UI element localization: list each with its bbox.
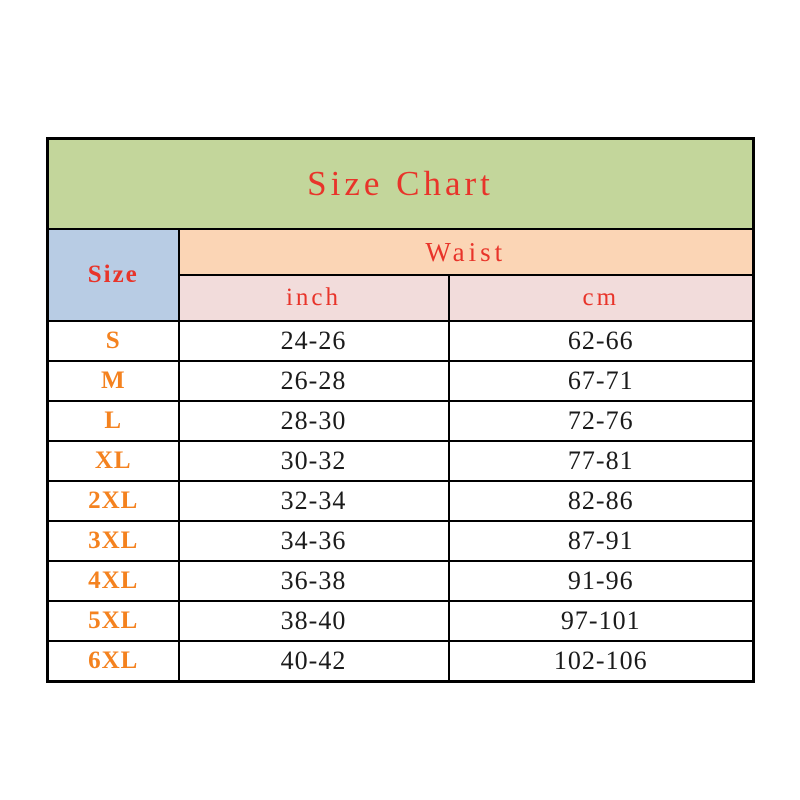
row-cm-value: 97-101 bbox=[449, 601, 754, 641]
row-size-label: 3XL bbox=[48, 521, 179, 561]
table-row bbox=[48, 481, 754, 521]
row-size-label: M bbox=[48, 361, 179, 401]
row-cm-value: 102-106 bbox=[449, 641, 754, 682]
row-cm-value: 87-91 bbox=[449, 521, 754, 561]
table-row bbox=[48, 521, 754, 561]
row-size-label: XL bbox=[48, 441, 179, 481]
row-inch-value: 40-42 bbox=[179, 641, 449, 682]
row-size-label: L bbox=[48, 401, 179, 441]
row-inch-value: 32-34 bbox=[179, 481, 449, 521]
row-cm-value: 82-86 bbox=[449, 481, 754, 521]
row-inch-value: 36-38 bbox=[179, 561, 449, 601]
row-cm-value: 91-96 bbox=[449, 561, 754, 601]
row-inch-value: 26-28 bbox=[179, 361, 449, 401]
row-inch-value: 38-40 bbox=[179, 601, 449, 641]
group-header-waist: Waist bbox=[179, 229, 754, 275]
size-chart-container bbox=[46, 137, 754, 683]
chart-title: Size Chart bbox=[48, 139, 754, 230]
column-header-inch: inch bbox=[179, 275, 449, 321]
row-cm-value: 62-66 bbox=[449, 321, 754, 361]
row-size-label: S bbox=[48, 321, 179, 361]
row-inch-value: 24-26 bbox=[179, 321, 449, 361]
row-size-label: 5XL bbox=[48, 601, 179, 641]
table-row bbox=[48, 601, 754, 641]
row-size-label: 2XL bbox=[48, 481, 179, 521]
table-row bbox=[48, 401, 754, 441]
table-row bbox=[48, 561, 754, 601]
title-row bbox=[48, 139, 754, 230]
table-row bbox=[48, 321, 754, 361]
column-header-cm: cm bbox=[449, 275, 754, 321]
row-inch-value: 30-32 bbox=[179, 441, 449, 481]
column-header-size: Size bbox=[48, 229, 179, 321]
table-row bbox=[48, 361, 754, 401]
row-inch-value: 34-36 bbox=[179, 521, 449, 561]
table-row bbox=[48, 441, 754, 481]
size-chart-table bbox=[46, 137, 755, 683]
group-header-row bbox=[48, 229, 754, 275]
row-inch-value: 28-30 bbox=[179, 401, 449, 441]
row-size-label: 6XL bbox=[48, 641, 179, 682]
row-cm-value: 77-81 bbox=[449, 441, 754, 481]
row-cm-value: 72-76 bbox=[449, 401, 754, 441]
row-size-label: 4XL bbox=[48, 561, 179, 601]
row-cm-value: 67-71 bbox=[449, 361, 754, 401]
table-row bbox=[48, 641, 754, 682]
